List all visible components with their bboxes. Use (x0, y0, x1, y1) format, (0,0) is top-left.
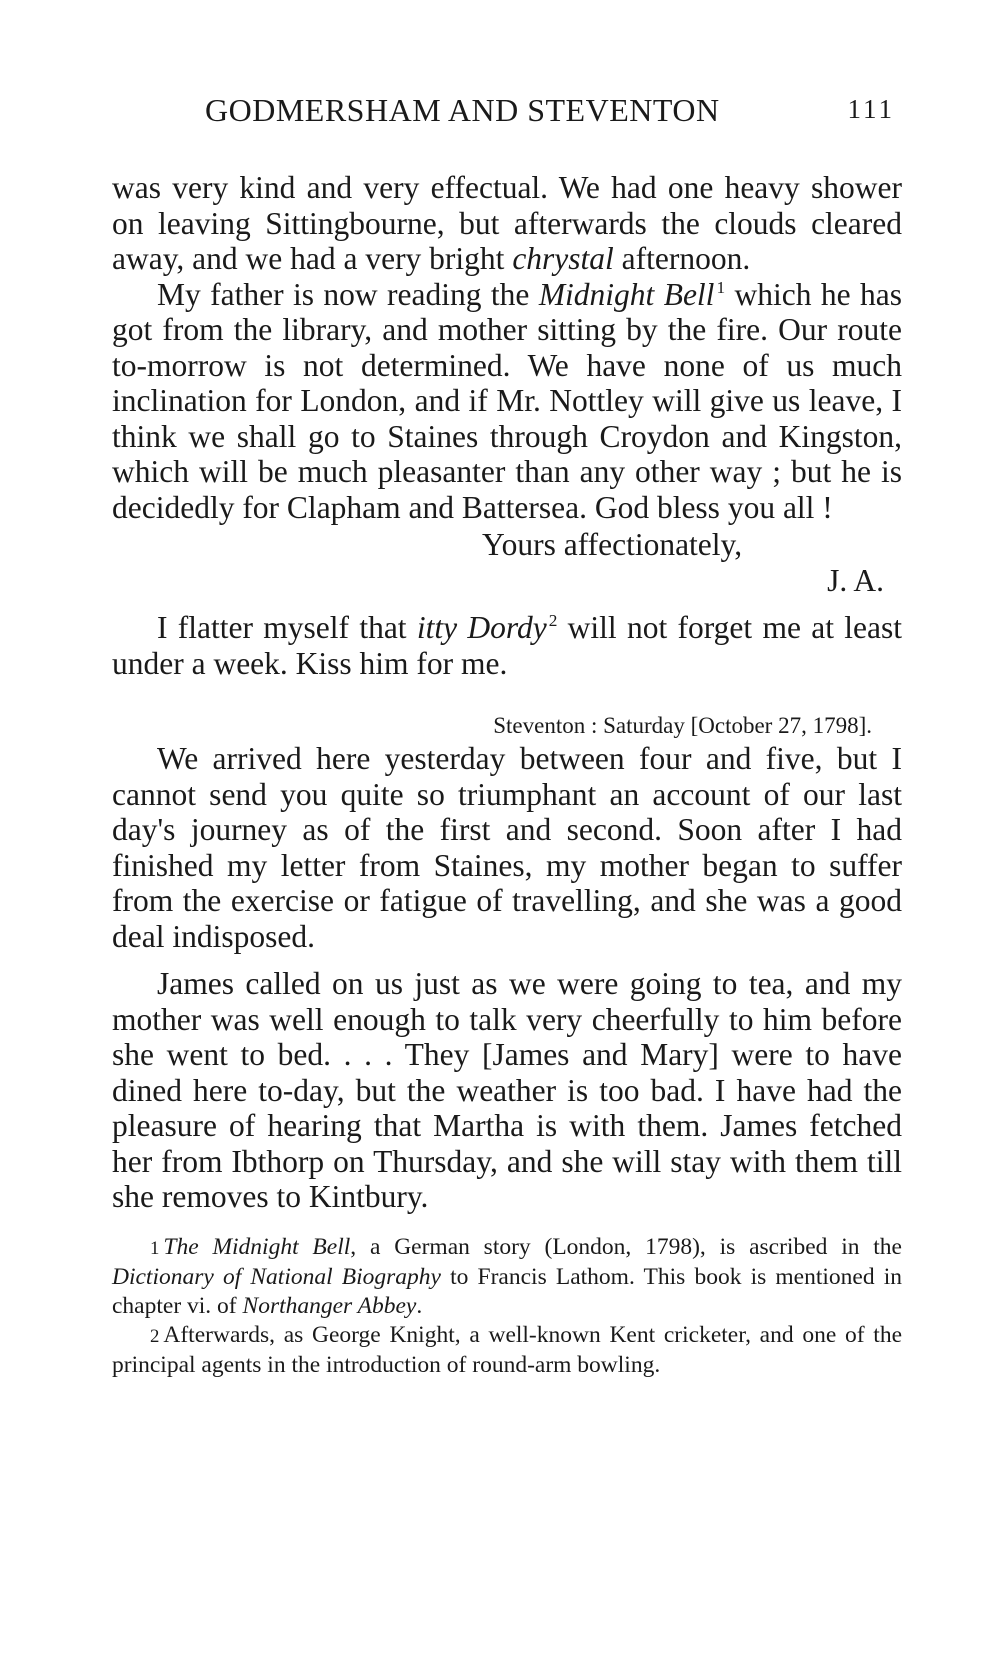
postscript: I flatter myself that itty Dordy $^2$ will not forget me at least under a week. Kiss him for me. (112, 610, 903, 681)
paragraph-james: James called on us just as we were going to tea, and my mother was well enough to talk very cheerfully to him before she went to bed. . . . They [James and Mary] were to have dined here to-day, but the weather is too bad. I have had the pleasure of hearing that Martha is with them. James fetched her from Ibthorp on Thursday, and she will stay with them till she removes to Kintbury. (112, 966, 902, 1214)
italic-itty-dordy: itty Dordy (416, 610, 547, 645)
footnote-1: 1 The Midnight Bell, a German story (London, 1798), is ascribed in the Dictionary of National Biography to Francis Lathom. This book is mentioned in chapter vi. of Northanger Abbey. (112, 1233, 902, 1319)
letter-signature: J. A. (827, 562, 884, 598)
paragraph-midnight-bell: My father is now reading the Midnight Bell $^1$ which he has got from the library, and mother sitting by the fire. Our route to-morrow is not determined. We have none of us much inclination for London, and if Mr. Nottley will give us leave, I think we shall go to Staines through Croydon and Kingston, which will be much pleasanter than any other way ; but he is decidedly for Clapham and Battersea. God bless you all ! (112, 276, 902, 525)
running-head-title: GODMERSHAM AND STEVENTON (205, 92, 720, 128)
paragraph-arrival: We arrived here yesterday between four and five, but I cannot send you quite so triumphant an account of our last day's journey as of the first and second. Soon after I had finished my letter from Staines, my mother began to suffer from the exercise or fatigue of travelling, and she was a good deal indisposed. (112, 741, 902, 954)
italic-chrystal: chrystal (512, 241, 614, 276)
footnote-2: 2 Afterwards, as George Knight, a well-known Kent cricketer, and one of the principal agents in the introduction of round-arm bowling. (112, 1321, 902, 1378)
footnote-ref-2: 2 (548, 611, 558, 630)
footnotes (112, 1233, 902, 1380)
italic-midnight-bell: Midnight Bell (538, 276, 715, 312)
footnote-ref-1: 1 (716, 277, 726, 297)
paragraph-continuation: was very kind and very effectual. We had one heavy shower on leaving Sittingbourne, but afterwards the clouds cleared away, and we had a very bright chrystal afternoon. (112, 170, 902, 276)
letter-closing: Yours affectionately, (482, 527, 743, 562)
letter-dateline: Steventon : Saturday [October 27, 1798]. (493, 713, 872, 738)
body-text (112, 170, 902, 1380)
page-number: 111 (847, 94, 895, 124)
